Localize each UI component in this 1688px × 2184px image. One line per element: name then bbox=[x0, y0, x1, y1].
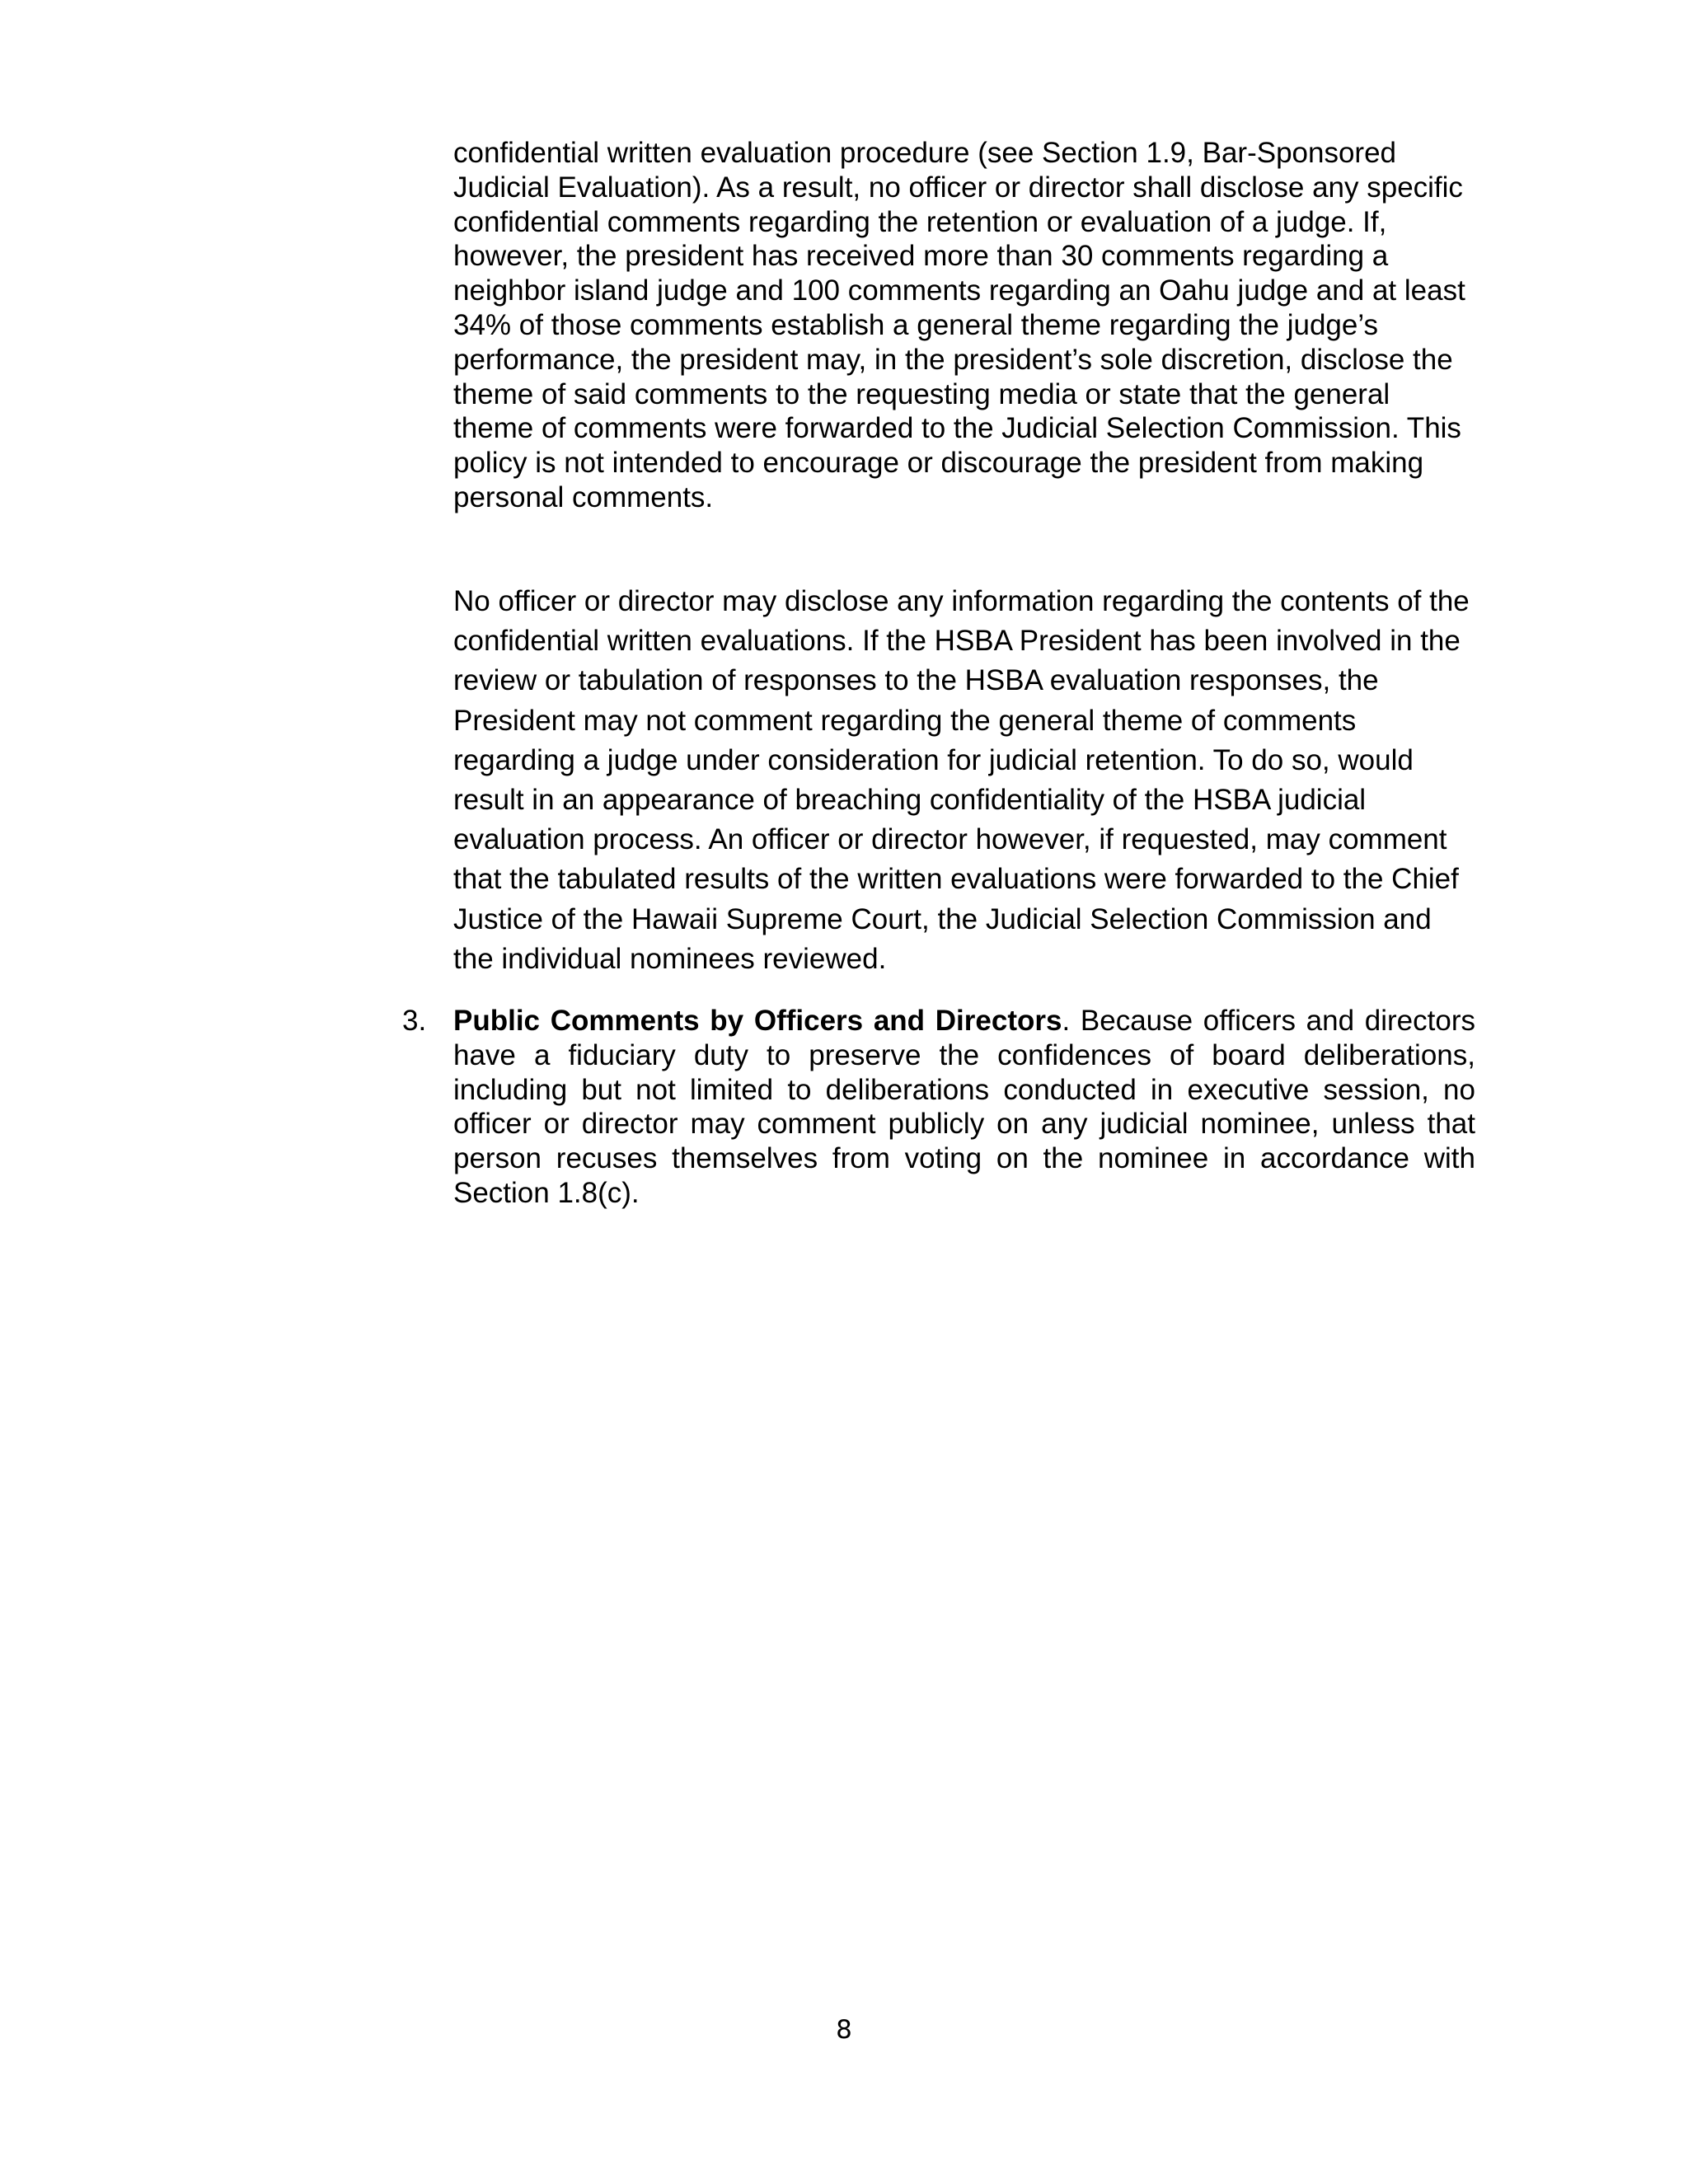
paragraph-disclosure-restriction: No officer or director may disclose any information regarding the contents of the confidential written evaluations. If the HSBA President has been involved in the review or tabulation of responses to the HSBA evaluation responses, the President may not comment regarding the general theme of comments regarding a judge under consideration for judicial retention. To do so, would result in an appearance of breaching confidentiality of the HSBA judicial evaluation process. An officer or director however, if requested, may comment that the tabulated results of the written evaluations were forwarded to the Chief Justice of the Hawaii Supreme Court, the Judicial Selection Commission and the individual nominees reviewed. bbox=[453, 585, 1470, 975]
list-item-number: 3. bbox=[402, 1005, 427, 1037]
list-item-heading-suffix: . bbox=[1062, 1005, 1071, 1037]
paragraph-confidential-procedure: confidential written evaluation procedure (see Section 1.9, Bar-Sponsored Judicial Evaluation). As a result, no officer or director shall disclose any specific confidential comments regarding the retention or evaluation of a judge. If, however, the president has received more than 30 comments regarding a neighbor island judge and 100 comments regarding an Oahu judge and at least 34% of those comments establish a general theme regarding the judge’s performance, the president may, in the president’s sole discretion, disclose the theme of said comments to the requesting media or state that the general theme of comments were forwarded to the Judicial Selection Commission. This policy is not intended to encourage or discourage the president from making personal comments. bbox=[453, 137, 1465, 513]
page-number: 8 bbox=[836, 2015, 852, 2045]
list-item-body bbox=[453, 1004, 1475, 1211]
list-item-text: Because officers and directors have a fiduciary duty to preserve the confidences of board deliberations, including but not limited to deliberations conducted in executive session, no officer or director may comment publicly on any judicial nominee, unless that person recuses themselves from voting on the nominee in accordance with Section 1.8(c). bbox=[453, 1005, 1475, 1209]
list-item-heading: Public Comments by Officers and Directors bbox=[453, 1005, 1062, 1037]
